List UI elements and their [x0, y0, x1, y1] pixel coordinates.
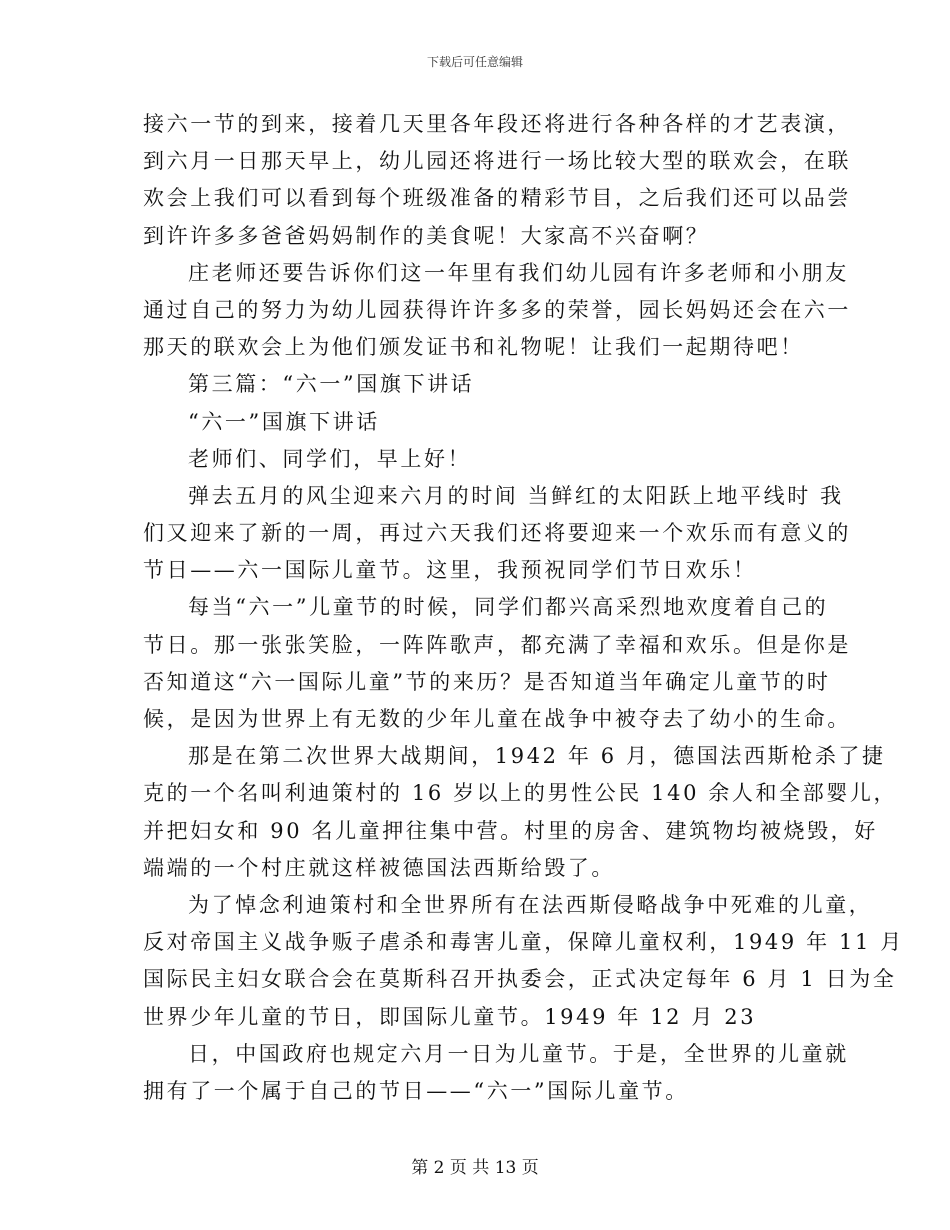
text-line: 第三篇：“六一”国旗下讲话: [188, 372, 475, 397]
text-line: “六一”国旗下讲话: [188, 409, 380, 434]
page-footer: 第 2 页 共 13 页: [411, 1158, 539, 1178]
text-line: 通过自己的努力为幼儿园获得许许多多的荣誉，园长妈妈还会在六一: [143, 297, 851, 322]
text-line: 为了悼念利迪策村和全世界所有在法西斯侵略战争中死难的儿童，: [188, 892, 873, 917]
text-line: 那是在第二次世界大战期间，1942 年 6 月，德国法西斯枪杀了捷: [188, 744, 886, 769]
text-line: 克的一个名叫利迪策村的 16 岁以上的男性公民 140 余人和全部婴儿，: [143, 781, 898, 806]
text-line: 国际民主妇女联合会在莫斯科召开执委会，正式决定每年 6 月 1 日为全: [143, 967, 897, 992]
page-header: 下载后可任意编辑: [426, 55, 523, 69]
text-line: 老师们、同学们，早上好！: [188, 446, 472, 471]
text-line: 欢会上我们可以看到每个班级准备的精彩节目，之后我们还可以品尝: [143, 186, 851, 211]
text-line: 端端的一个村庄就这样被德国法西斯给毁了。: [143, 855, 615, 880]
text-line: 节日——六一国际儿童节。这里，我预祝同学们节日欢乐！: [143, 558, 757, 583]
document-body: [143, 106, 904, 1110]
text-line: 否知道这“六一国际儿童”节的来历？是否知道当年确定儿童节的时: [143, 669, 831, 694]
text-line: 们又迎来了新的一周，再过六天我们还将要迎来一个欢乐而有意义的: [143, 521, 851, 546]
text-line: 到六月一日那天早上，幼儿园还将进行一场比较大型的联欢会，在联: [143, 149, 851, 174]
text-line: 庄老师还要告诉你们这一年里有我们幼儿园有许多老师和小朋友: [188, 260, 849, 285]
text-line: 接六一节的到来，接着几天里各年段还将进行各种各样的才艺表演，: [143, 112, 851, 136]
text-line: 弹去五月的风尘迎来六月的时间 当鲜红的太阳跃上地平线时 我: [188, 483, 844, 508]
text-line: 并把妇女和 90 名儿童押往集中营。村里的房舍、建筑物均被烧毁，好: [143, 818, 878, 843]
text-line: 拥有了一个属于自己的节日——“六一”国际儿童节。: [143, 1078, 689, 1103]
text-line: 候，是因为世界上有无数的少年儿童在战争中被夺去了幼小的生命。: [143, 707, 851, 731]
text-line: 节日。那一张张笑脸，一阵阵歌声，都充满了幸福和欢乐。但是你是: [143, 632, 851, 657]
text-line: 到许许多多爸爸妈妈制作的美食呢！大家高不兴奋啊？: [143, 223, 710, 248]
text-line: 每当“六一”儿童节的时候，同学们都兴高采烈地欢度着自己的: [188, 595, 829, 620]
text-line: 世界少年儿童的节日，即国际儿童节。1949 年 12 月 23: [143, 1004, 757, 1029]
text-line: 反对帝国主义战争贩子虐杀和毒害儿童，保障儿童权利，1949 年 11 月: [143, 930, 904, 955]
text-line: 日，中国政府也规定六月一日为儿童节。于是，全世界的儿童就: [188, 1041, 849, 1066]
text-line: 那天的联欢会上为他们颁发证书和礼物呢！让我们一起期待吧！: [143, 335, 804, 360]
